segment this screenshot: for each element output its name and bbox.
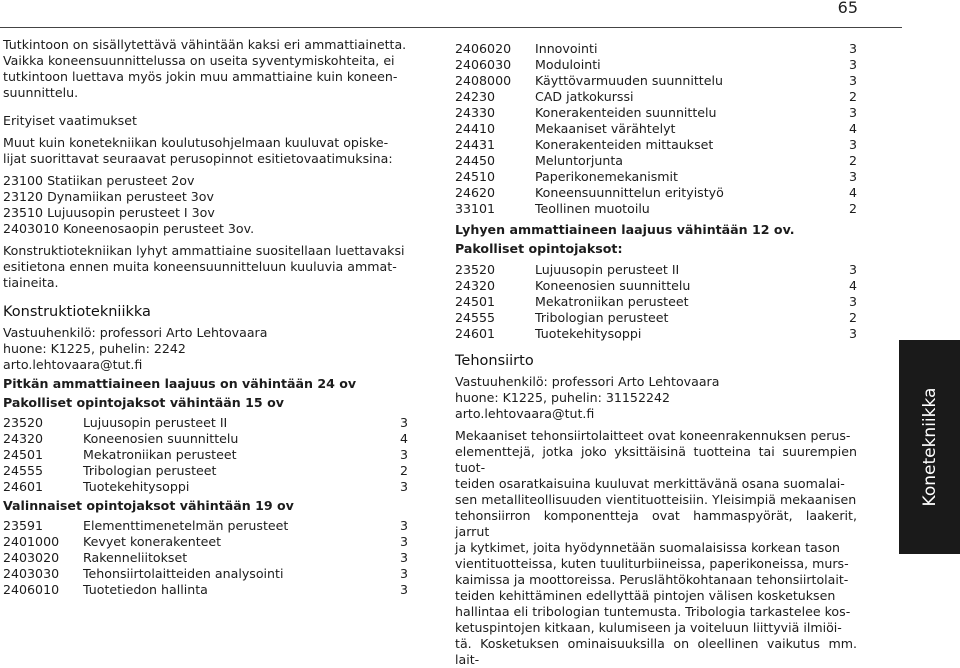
course-credits: 3: [399, 582, 408, 597]
elective-course-table: [3, 518, 408, 598]
table-row: [3, 415, 408, 431]
course-name: Konerakenteiden suunnittelu: [535, 105, 717, 120]
course-code: 24601: [455, 326, 496, 341]
course-name: Modulointi: [535, 57, 601, 72]
table-row: [455, 185, 857, 201]
header-rule: [0, 27, 902, 28]
elective-heading: Valinnaiset opintojaksot vähintään 19 ov: [3, 498, 294, 513]
text-line: Vaikka koneensuunnittelussa on useita syventymiskohteita, ei: [3, 53, 395, 68]
page-number: 65: [837, 0, 858, 17]
table-row: [455, 310, 857, 326]
course-credits: 3: [848, 326, 857, 341]
text-line: sen metalliteollisuuden vientituotteisiin. Yleisimpiä mekaanisen: [455, 492, 857, 507]
course-name: Koneensuunnittelun erityistyö: [535, 185, 724, 200]
text-line: tutkintoon luettava myös jokin muu ammattiaine kuin koneen-: [3, 69, 398, 84]
list-item: 23510 Lujuusopin perusteet I 3ov: [3, 205, 215, 220]
text-line: elementtejä, jotka joko yksittäisinä tuotteina tai suurempien tuot-: [455, 444, 857, 475]
course-credits: 3: [399, 479, 408, 494]
course-name: Lujuusopin perusteet II: [535, 262, 680, 277]
course-code: 24555: [455, 310, 496, 325]
section-title-tehonsiirto: Tehonsiirto: [455, 353, 534, 369]
course-code: 2406030: [455, 57, 512, 72]
compulsory-heading: Pakolliset opintojaksot vähintään 15 ov: [3, 395, 284, 410]
course-code: 2406010: [3, 582, 60, 597]
list-item: 2403010 Koneenosaopin perusteet 3ov.: [3, 221, 255, 236]
course-name: Kevyet konerakenteet: [83, 534, 222, 549]
course-name: Mekatroniikan perusteet: [83, 447, 237, 462]
course-code: 2403020: [3, 550, 60, 565]
text-line: teiden osaratkaisuina kuuluvat merkittävänä osana suomalai-: [455, 476, 845, 491]
course-code: 24450: [455, 153, 496, 168]
table-row: [455, 89, 857, 105]
course-name: Tribologian perusteet: [83, 463, 217, 478]
course-code: 24230: [455, 89, 496, 104]
text-line: teiden kehittäminen edellyttää pintojen välisen kosketuksen: [455, 588, 836, 603]
chapter-side-tab-label: Konetekniikka: [919, 387, 940, 507]
prerequisite-list: [3, 173, 408, 237]
course-credits: 3: [848, 294, 857, 309]
course-credits: 3: [848, 137, 857, 152]
course-code: 2408000: [455, 73, 512, 88]
table-row: [3, 518, 408, 534]
course-name: Tuotekehitysoppi: [535, 326, 642, 341]
text-line: tehonsiirron komponentteja ovat hammaspyörät, laakerit, jarrut: [455, 508, 857, 539]
course-credits: 3: [848, 105, 857, 120]
course-name: Koneenosien suunnittelu: [535, 278, 691, 293]
contact-email: arto.lehtovaara@tut.fi: [455, 406, 595, 421]
table-row: [455, 201, 857, 217]
text-line: tiaineita.: [3, 275, 59, 290]
course-code: 24555: [3, 463, 44, 478]
text-line: lijat suorittavat seuraavat perusopinnot esitietovaatimuksina:: [3, 151, 393, 166]
table-row: [455, 41, 857, 57]
course-credits: 4: [848, 278, 857, 293]
course-credits: 2: [399, 463, 408, 478]
table-row: [3, 566, 408, 582]
course-credits: 2: [848, 310, 857, 325]
course-credits: 2: [848, 153, 857, 168]
course-code: 24431: [455, 137, 496, 152]
course-credits: 3: [399, 550, 408, 565]
left-column: [3, 37, 408, 598]
course-name: Paperikonemekanismit: [535, 169, 678, 184]
course-credits: 3: [399, 534, 408, 549]
course-code: 24501: [455, 294, 496, 309]
course-code: 23520: [3, 415, 44, 430]
course-name: Rakenneliitokset: [83, 550, 188, 565]
course-name: Mekaaniset värähtelyt: [535, 121, 676, 136]
course-code: 24510: [455, 169, 496, 184]
text-line: Konstruktiotekniikan lyhyt ammattiaine suositellaan luettavaksi: [3, 243, 405, 258]
course-code: 2403030: [3, 566, 60, 581]
course-code: 24320: [3, 431, 44, 446]
course-name: Elementtimenetelmän perusteet: [83, 518, 289, 533]
table-row: [455, 137, 857, 153]
course-code: 24601: [3, 479, 44, 494]
course-code: 23591: [3, 518, 44, 533]
course-code: 24320: [455, 278, 496, 293]
course-code: 2406020: [455, 41, 512, 56]
text-line: kaimissa ja moottoreissa. Peruslähtökohtanaan tehonsiirtolait-: [455, 572, 849, 587]
text-line: hallintaa eli tribologian tuntemusta. Tribologia tarkastelee kos-: [455, 604, 851, 619]
course-credits: 3: [848, 41, 857, 56]
course-credits: 2: [848, 89, 857, 104]
course-name: Lujuusopin perusteet II: [83, 415, 228, 430]
list-item: 23100 Statiikan perusteet 2ov: [3, 173, 195, 188]
course-name: Konerakenteiden mittaukset: [535, 137, 714, 152]
course-name: Tuotekehitysoppi: [83, 479, 190, 494]
list-item: 23120 Dynamiikan perusteet 3ov: [3, 189, 214, 204]
table-row: [455, 294, 857, 310]
course-credits: 3: [848, 73, 857, 88]
course-credits: 2: [848, 201, 857, 216]
section-title-konstruktiotekniikka: Konstruktiotekniikka: [3, 304, 151, 320]
intro-paragraph: [3, 37, 408, 101]
course-code: 24410: [455, 121, 496, 136]
course-credits: 3: [399, 518, 408, 533]
contact-person: Vastuuhenkilö: professori Arto Lehtovaara: [3, 325, 268, 340]
text-line: suunnittelu.: [3, 85, 79, 100]
course-code: 24620: [455, 185, 496, 200]
course-credits: 4: [399, 431, 408, 446]
short-scope-heading: Lyhyen ammattiaineen laajuus vähintään 12 ov.: [455, 222, 795, 237]
compulsory-course-table: [3, 415, 408, 495]
contact-person: Vastuuhenkilö: professori Arto Lehtovaara: [455, 374, 720, 389]
course-name: Käyttövarmuuden suunnittelu: [535, 73, 723, 88]
right-column: [455, 41, 857, 668]
table-row: [455, 153, 857, 169]
table-row: [3, 582, 408, 598]
course-credits: 3: [399, 566, 408, 581]
table-row: [3, 479, 408, 495]
course-code: 24501: [3, 447, 44, 462]
table-row: [455, 121, 857, 137]
course-code: 23520: [455, 262, 496, 277]
table-row: [455, 262, 857, 278]
short-compulsory-course-table: [455, 262, 857, 342]
course-name: Innovointi: [535, 41, 598, 56]
course-name: Teollinen muotoilu: [535, 201, 650, 216]
course-credits: 3: [848, 169, 857, 184]
table-row: [3, 431, 408, 447]
contact-email: arto.lehtovaara@tut.fi: [3, 357, 143, 372]
long-scope-heading: Pitkän ammattiaineen laajuus on vähintään 24 ov: [3, 376, 357, 391]
table-row: [455, 57, 857, 73]
text-line: ja kytkimet, joita hyödynnetään suomalaisissa korkean tason: [455, 540, 841, 555]
text-line: Tutkintoon on sisällytettävä vähintään kaksi eri ammattiainetta.: [3, 37, 407, 52]
table-row: [455, 73, 857, 89]
course-credits: 3: [848, 57, 857, 72]
text-line: esitietona ennen muita koneensuunnitteluun kuuluvia ammat-: [3, 259, 397, 274]
table-row: [3, 463, 408, 479]
table-row: [3, 550, 408, 566]
elective-course-table-continued: [455, 41, 857, 217]
course-code: 2401000: [3, 534, 60, 549]
course-credits: 4: [848, 121, 857, 136]
table-row: [455, 278, 857, 294]
course-code: 24330: [455, 105, 496, 120]
course-credits: 3: [848, 262, 857, 277]
course-name: Meluntorjunta: [535, 153, 624, 168]
course-name: Tribologian perusteet: [535, 310, 669, 325]
course-credits: 3: [399, 447, 408, 462]
tehonsiirto-body: [455, 428, 857, 668]
contact-room: huone: K1225, puhelin: 31152242: [455, 390, 670, 405]
course-name: Tehonsiirtolaitteiden analysointi: [83, 566, 284, 581]
course-name: Koneenosien suunnittelu: [83, 431, 239, 446]
course-name: CAD jatkokurssi: [535, 89, 634, 104]
special-requirements-heading: Erityiset vaatimukset: [3, 113, 137, 128]
course-credits: 3: [399, 415, 408, 430]
text-line: ketuspintojen kitkaan, kulumiseen ja voiteluun liittyviä ilmiöi-: [455, 620, 842, 635]
chapter-side-tab: [899, 340, 960, 554]
table-row: [3, 534, 408, 550]
table-row: [3, 447, 408, 463]
table-row: [455, 105, 857, 121]
short-compulsory-heading: Pakolliset opintojaksot:: [455, 241, 623, 256]
table-row: [455, 169, 857, 185]
text-line: vientituotteissa, kuten tuuliturbiineissa, paperikoneissa, murs-: [455, 556, 849, 571]
table-row: [455, 326, 857, 342]
text-line: tä. Kosketuksen ominaisuuksilla on oleellinen vaikutus mm. lait-: [455, 636, 857, 667]
contact-room: huone: K1225, puhelin: 2242: [3, 341, 186, 356]
text-line: Muut kuin konetekniikan koulutusohjelmaan kuuluvat opiske-: [3, 135, 389, 150]
text-line: Mekaaniset tehonsiirtolaitteet ovat koneenrakennuksen perus-: [455, 428, 851, 443]
course-credits: 4: [848, 185, 857, 200]
course-name: Tuotetiedon hallinta: [83, 582, 208, 597]
course-name: Mekatroniikan perusteet: [535, 294, 689, 309]
course-code: 33101: [455, 201, 496, 216]
